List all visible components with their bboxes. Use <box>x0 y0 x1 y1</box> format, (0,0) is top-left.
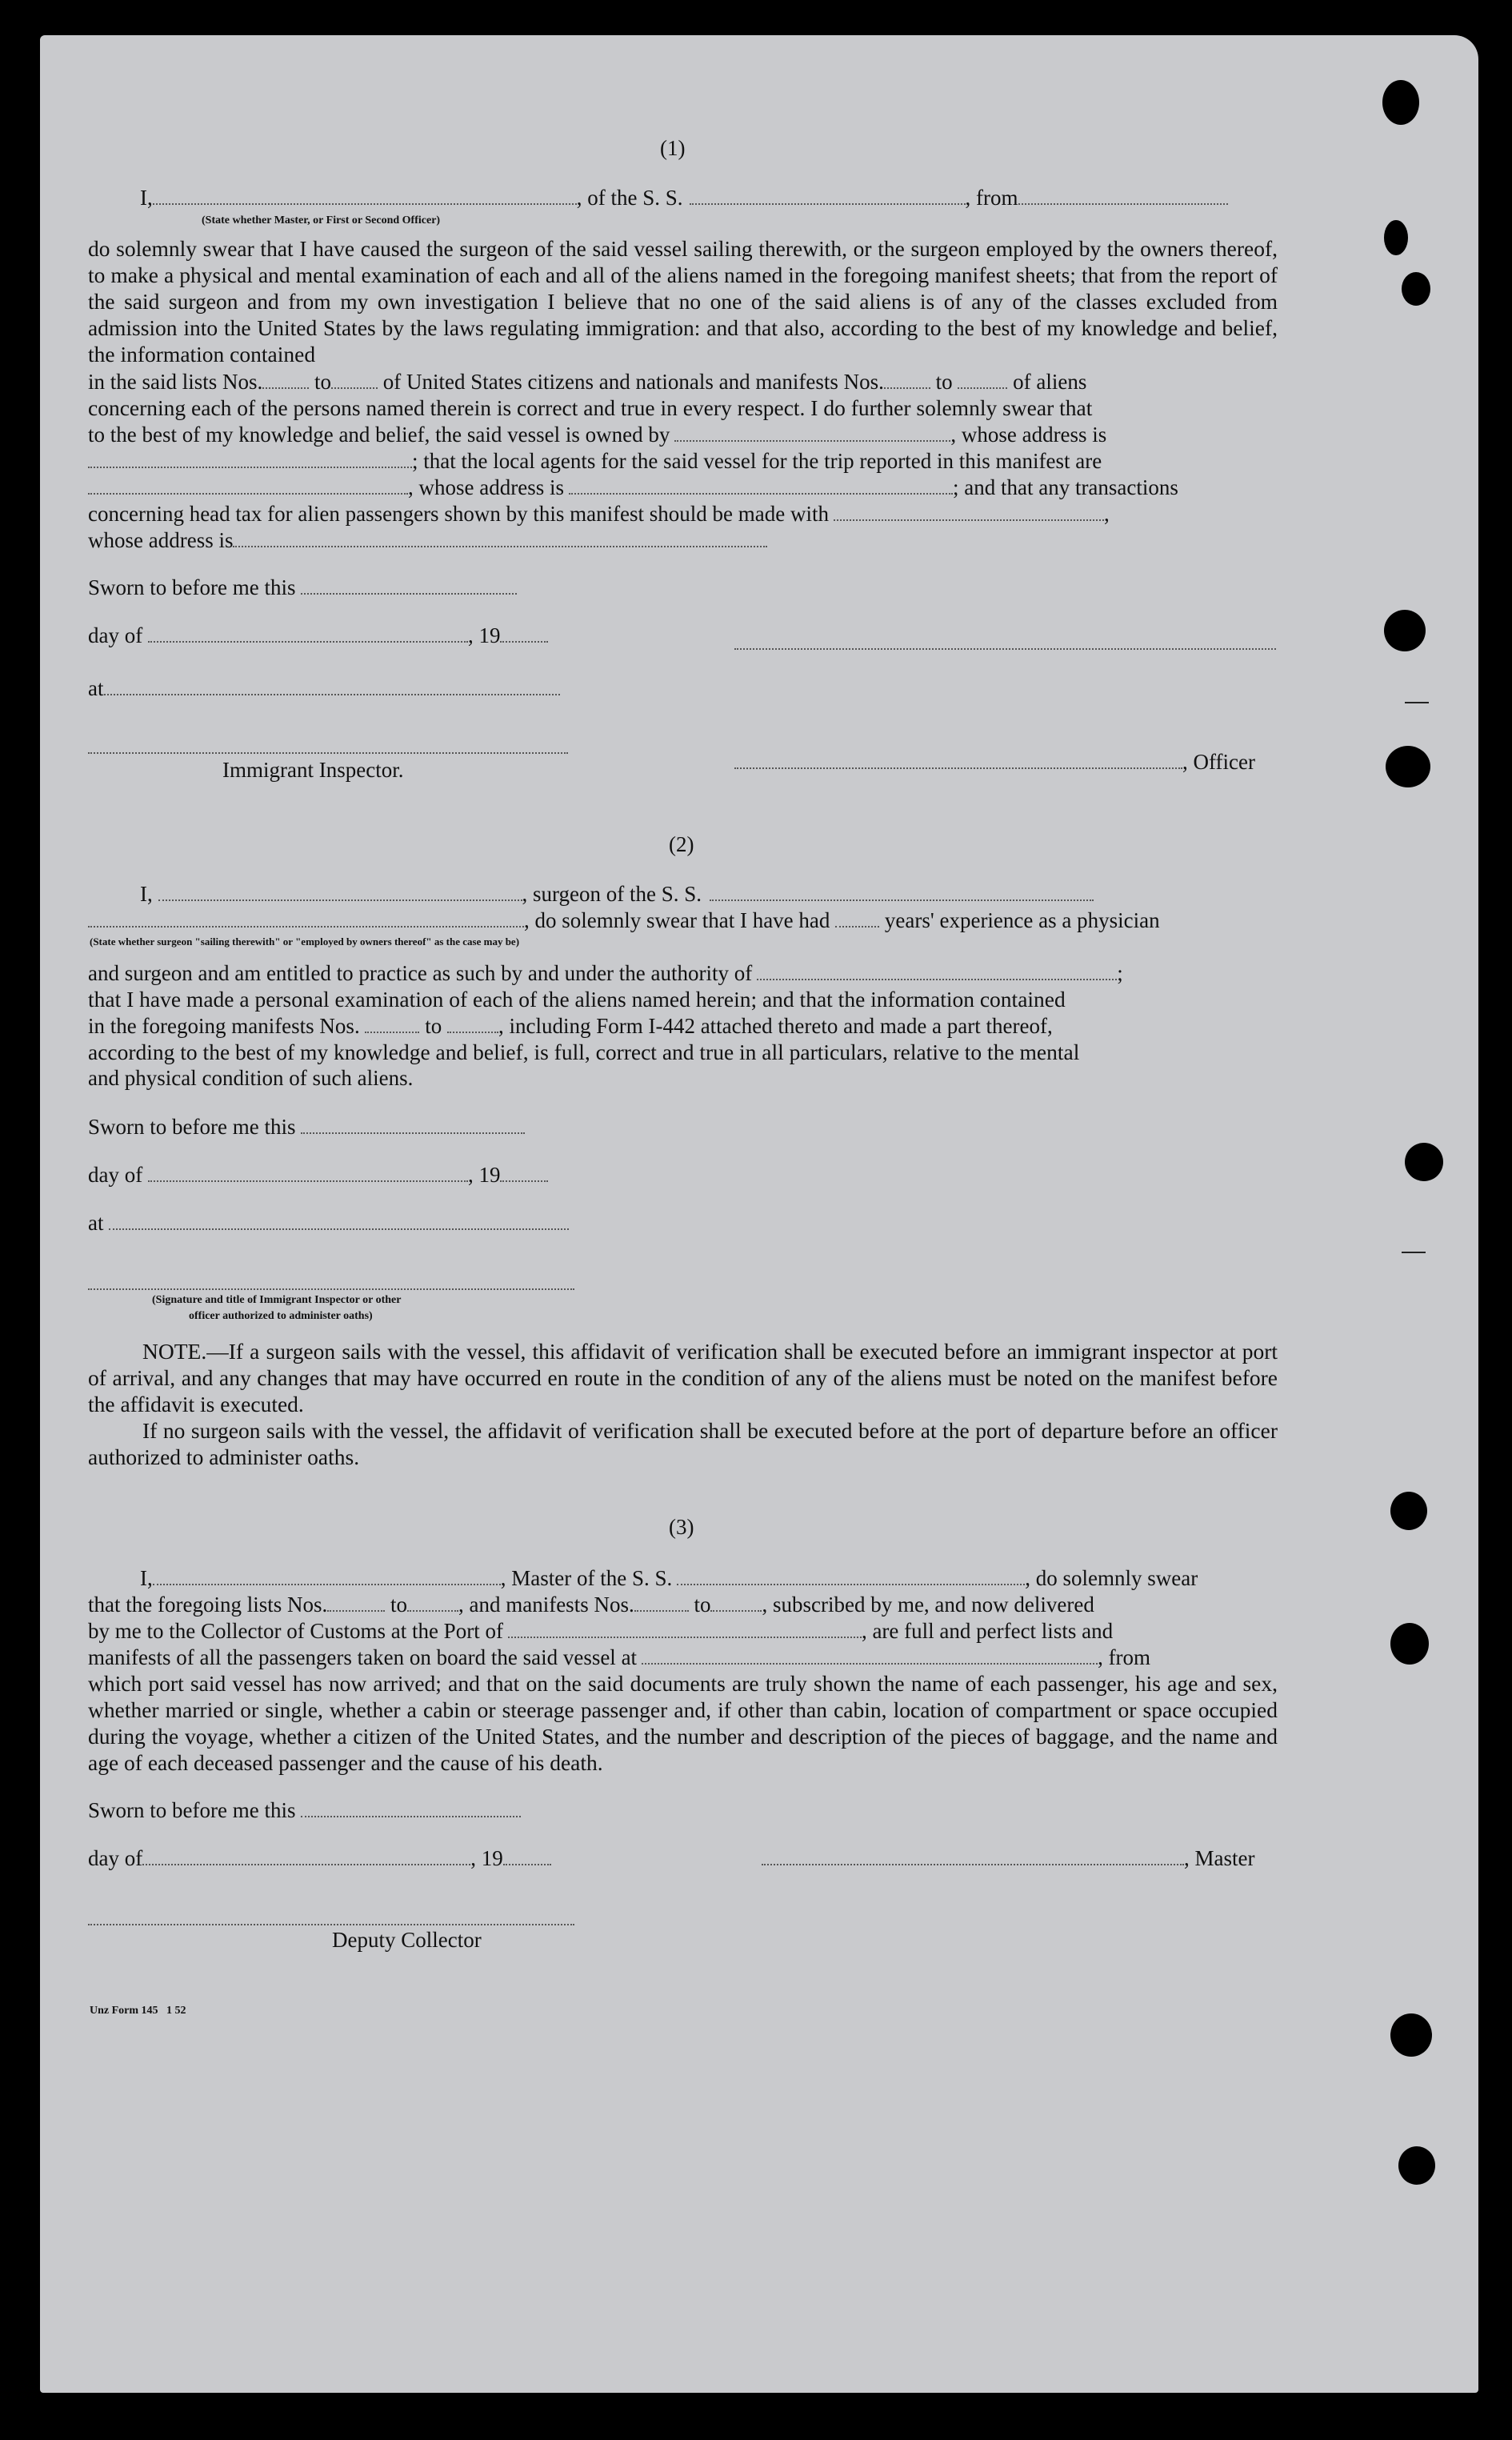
s1-owner-field[interactable] <box>674 421 950 442</box>
binder-hole <box>1398 2146 1435 2185</box>
s1-agents-line: , whose address is ; and that any transactions <box>88 474 1178 501</box>
s1-line-lists: in the said lists Nos. to of United States citizens and nationals and manifests Nos. to of aliens <box>88 370 1087 394</box>
s2-at-line: at <box>88 1209 569 1236</box>
s2-year-field[interactable] <box>500 1161 548 1182</box>
s2-line1: I, , surgeon of the S. S. <box>140 880 1094 907</box>
s1-officer-note: (State whether Master, or First or Second Officer) <box>202 214 441 226</box>
s1-year-field[interactable] <box>500 622 548 643</box>
s1-owner-address-field[interactable] <box>88 447 412 468</box>
s1-agents-address-field[interactable] <box>569 474 953 495</box>
binder-hole <box>1384 220 1408 255</box>
s1-owner-line: to the best of my knowledge and belief, the said vessel is owned by , whose address is <box>88 423 1107 447</box>
s1-at-field[interactable] <box>104 675 560 695</box>
binder-hole <box>1384 610 1426 651</box>
binder-hole <box>1390 2013 1432 2057</box>
s3-collector-signature-line[interactable] <box>88 1924 574 1925</box>
s2-authority-field[interactable] <box>757 960 1117 980</box>
binder-hole <box>1382 80 1419 125</box>
s3-line1: I, , Master of the S. S. , do solemnly swear <box>140 1566 1198 1590</box>
s1-inspector-label: Immigrant Inspector. <box>222 758 404 782</box>
binder-mark <box>1405 702 1429 703</box>
s3-boarded-port-field[interactable] <box>642 1644 1098 1665</box>
s3-lists-to-field[interactable] <box>407 1591 458 1612</box>
s3-sworn-line: Sworn to before me this <box>88 1797 521 1824</box>
s3-ship-field[interactable] <box>677 1565 1025 1585</box>
s1-paragraph-1: do solemnly swear that I have caused the surgeon of the said vessel sailing therewith, or the surgeon employed by the owners thereof, to make a physical and mental examination of each and all of the aliens named in the foregoing manifest sheets; that from the report of the said surgeon and from my own investigation I believe that no one of the said aliens is of any of the classes excluded from admission into the United States by the laws regulating immigration: and that also, according to the best of my knowledge and belief, the information contained <box>88 236 1278 367</box>
s3-manifests-from-field[interactable] <box>634 1591 689 1612</box>
s3-master-signature-line: , Master <box>762 1845 1254 1872</box>
s1-paragraph-3: concerning each of the persons named therein is correct and true in every respect. I do further solemnly swear that <box>88 395 1093 420</box>
s2-surgeon-type-note: (State whether surgeon "sailing therewith" or "employed by owners thereof" as the case may be) <box>90 936 520 948</box>
s1-manifests-to-field[interactable] <box>958 368 1007 389</box>
s2-note-paragraph-2: If no surgeon sails with the vessel, the affidavit of verification shall be executed before at the port of departure before an officer authorized to administer oaths. <box>88 1418 1278 1469</box>
s3-master-name-field[interactable] <box>153 1565 501 1585</box>
s3-deputy-collector-label: Deputy Collector <box>332 1928 482 1952</box>
s1-manifests-from-field[interactable] <box>884 368 930 389</box>
s2-years-field[interactable] <box>835 907 879 928</box>
s1-headtax-field[interactable] <box>834 500 1104 521</box>
s3-master-signature-field[interactable] <box>762 1845 1184 1865</box>
s1-sworn-line: Sworn to before me this <box>88 574 517 601</box>
s1-officer-line: , Officer <box>734 748 1255 775</box>
s2-manifests-from-field[interactable] <box>365 1012 419 1033</box>
s2-line2: , do solemnly swear that I have had years' experience as a physician <box>88 907 1160 934</box>
s2-manifests-line: in the foregoing manifests Nos. to , including Form I-442 attached thereto and made a part thereof, <box>88 1014 1053 1038</box>
s1-line1 <box>140 184 1228 211</box>
s1-of-ss: , of the S. S. <box>576 186 683 210</box>
s1-sworn-field[interactable] <box>301 574 517 595</box>
s2-manifests-to-field[interactable] <box>447 1012 498 1033</box>
s1-from: , from <box>965 186 1018 210</box>
s3-paragraph-4: which port said vessel has now arrived; and that on the said documents are truly shown the name of each passenger, his age and sex, whether married or single, whether a cabin or steerage passenger and, if other than cabin, location of compartment or space occupied during the voyage, whether a citizen of the United States, and the number and description of the pieces of baggage, and the name and age of each deceased passenger and the cause of his death. <box>88 1671 1278 1775</box>
s1-lists-from-field[interactable] <box>262 368 309 389</box>
s2-paragraph-2: that I have made a personal examination of each of the aliens named herein; and that the information contained <box>88 987 1066 1012</box>
s1-officer-signature-field[interactable] <box>734 748 1182 769</box>
s1-officer-signature-line-1[interactable] <box>734 648 1276 650</box>
s1-officer-field[interactable] <box>153 184 577 205</box>
s2-signature-note-1: (Signature and title of Immigrant Inspector or other <box>152 1294 402 1306</box>
s2-signature-line[interactable] <box>88 1288 574 1290</box>
binder-hole <box>1390 1623 1429 1665</box>
s3-date-line: day of , 19 <box>88 1845 551 1872</box>
s2-paragraph-4: according to the best of my knowledge and belief, is full, correct and true in all particulars, relative to the mental <box>88 1040 1080 1064</box>
s2-surgeon-name-field[interactable] <box>158 880 522 901</box>
s1-address-line: ; that the local agents for the said vessel for the trip reported in this manifest are <box>88 447 1102 475</box>
s1-headtax-line: concerning head tax for alien passengers shown by this manifest should be made with , <box>88 502 1110 526</box>
s3-year-field[interactable] <box>503 1845 551 1865</box>
s3-day-field[interactable] <box>142 1845 470 1865</box>
s3-port-field[interactable] <box>508 1617 862 1638</box>
s1-inspector-signature-line[interactable] <box>88 752 568 754</box>
s1-from-field[interactable] <box>1018 184 1228 205</box>
s1-day-field[interactable] <box>148 622 468 643</box>
s2-authority-line: and surgeon and am entitled to practice as such by and under the authority of ; <box>88 961 1123 985</box>
s3-port-line: by me to the Collector of Customs at the Port of , are full and perfect lists and <box>88 1619 1114 1643</box>
s2-paragraph-5: and physical condition of such aliens. <box>88 1066 414 1090</box>
s1-headtax-address-line: whose address is <box>88 527 767 554</box>
s2-day-field[interactable] <box>148 1161 468 1182</box>
form-number: Unz Form 145 1 52 <box>90 2005 186 2017</box>
section-1-heading: (1) <box>660 136 686 160</box>
s1-headtax-address-field[interactable] <box>233 527 767 547</box>
s2-date-line: day of , 19 <box>88 1161 548 1188</box>
binder-hole <box>1402 272 1430 306</box>
binder-hole <box>1390 1492 1427 1530</box>
section-3-heading: (3) <box>669 1515 694 1539</box>
s2-sworn-line: Sworn to before me this <box>88 1113 525 1140</box>
s1-ship-field[interactable] <box>690 184 966 205</box>
s3-manifests-to-field[interactable] <box>710 1591 762 1612</box>
s1-i: I, <box>140 186 153 210</box>
s2-note-paragraph-1: NOTE.—If a surgeon sails with the vessel, this affidavit of verification shall be executed before an immigrant inspector at port of arrival, and any changes that may have occurred en route in the condition of any of the aliens must be noted on the manifest before the affidavit is executed. <box>88 1339 1278 1416</box>
s2-sworn-field[interactable] <box>301 1113 525 1134</box>
s1-at-line: at <box>88 675 560 702</box>
binder-hole <box>1405 1143 1443 1181</box>
s1-agents-field[interactable] <box>88 474 408 495</box>
s3-lists-from-field[interactable] <box>327 1591 385 1612</box>
s3-sworn-field[interactable] <box>301 1797 521 1817</box>
s3-lists-line: that the foregoing lists Nos. to , and manifests Nos. to , subscribed by me, and now delivered <box>88 1593 1094 1617</box>
binder-mark <box>1402 1252 1426 1253</box>
s2-ship-field[interactable] <box>710 880 1094 901</box>
s1-date-line: day of , 19 <box>88 622 548 649</box>
s3-boarded-line: manifests of all the passengers taken on board the said vessel at , from <box>88 1645 1151 1669</box>
s1-lists-to-field[interactable] <box>331 368 378 389</box>
s2-at-field[interactable] <box>109 1209 569 1230</box>
binder-hole <box>1386 746 1430 787</box>
s2-signature-note-2: officer authorized to administer oaths) <box>189 1310 373 1322</box>
section-2-heading: (2) <box>669 832 694 856</box>
s2-surgeon-type-field[interactable] <box>88 907 524 928</box>
